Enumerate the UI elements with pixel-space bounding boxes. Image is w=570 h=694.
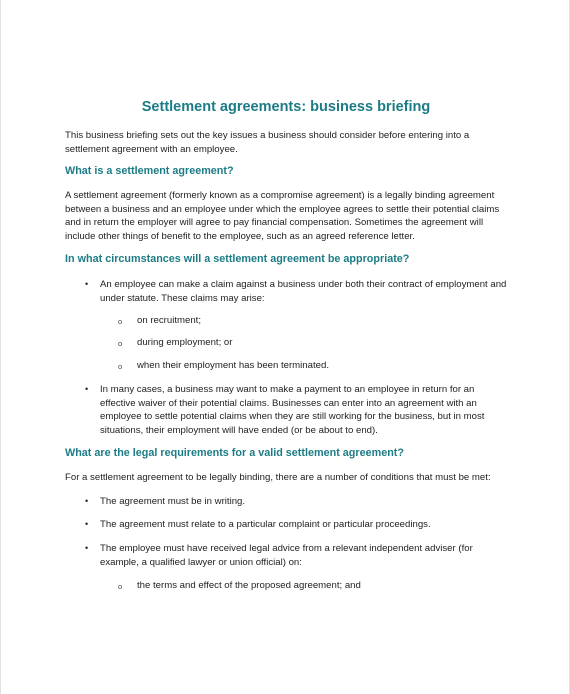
bullet-marker: •: [85, 384, 89, 394]
section3-intro: For a settlement agreement to be legally binding, there are a number of conditions that must be met:: [65, 472, 491, 483]
section3-bullet-1: The agreement must be in writing.: [100, 496, 246, 507]
bullet-marker: •: [85, 543, 89, 553]
sub-bullet-marker: o: [118, 362, 123, 371]
section2-bullet-2: In many cases, a business may want to make a payment to an employee in return for an effective waiver of their potential claims. Businesses can enter into an agreement with an employee to settle potential claims when they are still working for the business, but in most situations, their employment will have ended (or be about to end).: [100, 384, 485, 436]
bullet-marker: •: [85, 519, 89, 529]
sub-bullet-marker: o: [118, 339, 123, 348]
sub-bullet-marker: o: [118, 317, 123, 326]
section-heading-legal-requirements: What are the legal requirements for a valid settlement agreement?: [65, 447, 405, 459]
document-title: Settlement agreements: business briefing: [141, 99, 431, 115]
section3-sub-item-1: the terms and effect of the proposed agreement; and: [137, 580, 361, 591]
section2-bullet-1: An employee can make a claim against a business under both their contract of employment and under statute. These claims may arise:: [100, 279, 507, 304]
section3-bullet-3: The employee must have received legal advice from a relevant independent adviser (for example, a qualified lawyer or union official) on:: [100, 543, 473, 568]
section1-paragraph: A settlement agreement (formerly known as a compromise agreement) is a legally binding agreement between a business and an employee under which the employee agrees to settle their potential claims and in return the employer will agree to pay financial compensation. Sometimes the agreement will include other things of benefit to the employee, such as an agreed reference letter.: [65, 190, 500, 242]
section-heading-what-is: What is a settlement agreement?: [65, 165, 234, 177]
sub-bullet-marker: o: [118, 582, 123, 591]
section2-sub-item-1: on recruitment;: [137, 315, 201, 326]
intro-paragraph: This business briefing sets out the key issues a business should consider before entering into a settlement agreement with an employee.: [65, 130, 470, 155]
bullet-marker: •: [85, 496, 89, 506]
section3-bullet-2: The agreement must relate to a particular complaint or particular proceedings.: [100, 519, 431, 530]
section-heading-circumstances: In what circumstances will a settlement agreement be appropriate?: [65, 253, 410, 265]
section2-sub-item-3: when their employment has been terminated.: [137, 360, 329, 371]
bullet-marker: •: [85, 279, 89, 289]
section2-sub-item-2: during employment; or: [137, 337, 233, 348]
